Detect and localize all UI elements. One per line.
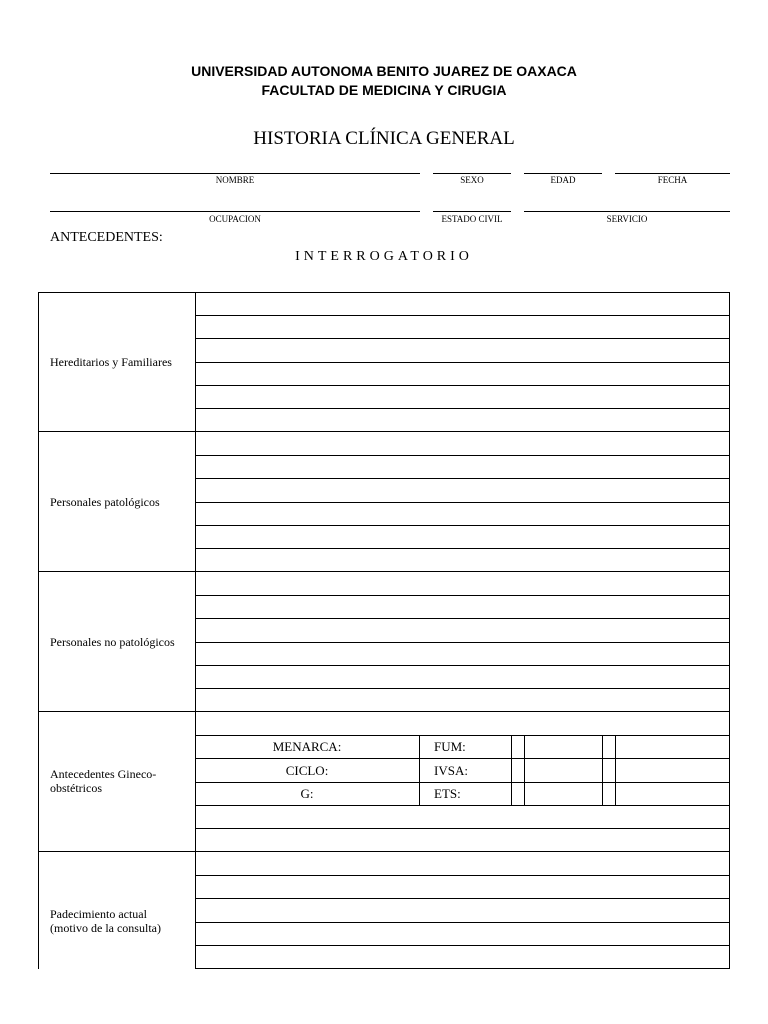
table-right-border (729, 292, 730, 969)
section-label-personales-no-patologicos: Personales no patológicos (50, 635, 175, 649)
padecimiento-row-line[interactable] (195, 898, 730, 899)
ciclo-label: CICLO: (285, 763, 329, 778)
table-left-border (38, 292, 39, 969)
table-top-border (38, 292, 730, 293)
sexo-line[interactable] (433, 173, 511, 174)
gineco-row-line[interactable] (195, 735, 730, 736)
section-divider (38, 431, 730, 432)
gineco-col-divider (602, 735, 603, 805)
antecedentes-table (38, 292, 730, 969)
section-divider (38, 851, 730, 852)
hereditarios-row-line[interactable] (195, 362, 730, 363)
ets-label: ETS: (434, 786, 461, 801)
label-column-divider (195, 292, 196, 969)
antecedentes-label: ANTECEDENTES: (50, 230, 163, 245)
padecimiento-row-line[interactable] (195, 875, 730, 876)
no-patologicos-row-line[interactable] (195, 665, 730, 666)
nombre-label: NOMBRE (215, 175, 255, 185)
section-label-hereditarios: Hereditarios y Familiares (50, 355, 172, 369)
patologicos-row-line[interactable] (195, 478, 730, 479)
padecimiento-row-line[interactable] (195, 922, 730, 923)
servicio-line[interactable] (524, 211, 730, 212)
section-label-padecimiento: Padecimiento actual (motivo de la consulta) (50, 907, 161, 935)
ocupacion-line[interactable] (50, 211, 420, 212)
gineco-row-line[interactable] (195, 805, 730, 806)
patologicos-row-line[interactable] (195, 548, 730, 549)
patologicos-row-line[interactable] (195, 455, 730, 456)
hereditarios-row-line[interactable] (195, 315, 730, 316)
ivsa-label: IVSA: (434, 763, 468, 778)
patologicos-row-line[interactable] (195, 525, 730, 526)
document-title: HISTORIA CLÍNICA GENERAL (253, 128, 515, 149)
no-patologicos-row-line[interactable] (195, 642, 730, 643)
hereditarios-row-line[interactable] (195, 408, 730, 409)
patologicos-row-line[interactable] (195, 502, 730, 503)
interrogatorio-heading: INTERROGATORIO (295, 249, 473, 264)
gineco-col-divider (615, 735, 616, 805)
gineco-col-divider (511, 735, 512, 805)
padecimiento-row-line[interactable] (195, 945, 730, 946)
no-patologicos-row-line[interactable] (195, 688, 730, 689)
university-name: UNIVERSIDAD AUTONOMA BENITO JUAREZ DE OAXACA (191, 63, 577, 79)
gineco-row-line[interactable] (195, 758, 730, 759)
sexo-label: SEXO (460, 175, 484, 185)
hereditarios-row-line[interactable] (195, 338, 730, 339)
gineco-col-divider (524, 735, 525, 805)
menarca-label: MENARCA: (272, 739, 342, 754)
nombre-line[interactable] (50, 173, 420, 174)
edad-line[interactable] (524, 173, 602, 174)
fum-label: FUM: (434, 739, 466, 754)
fecha-label: FECHA (657, 175, 688, 185)
ocupacion-label: OCUPACION (209, 214, 261, 224)
section-label-gineco: Antecedentes Gineco-obstétricos (50, 767, 157, 795)
gineco-row-line[interactable] (195, 828, 730, 829)
faculty-name: FACULTAD DE MEDICINA Y CIRUGIA (261, 82, 507, 98)
g-label: G: (300, 786, 314, 801)
section-divider (38, 711, 730, 712)
edad-label: EDAD (550, 175, 576, 185)
gineco-col-divider (419, 735, 420, 805)
fecha-line[interactable] (615, 173, 730, 174)
estado-civil-line[interactable] (433, 211, 511, 212)
estado-civil-label: ESTADO CIVIL (441, 214, 503, 224)
table-bottom-border (195, 968, 730, 969)
servicio-label: SERVICIO (606, 214, 648, 224)
gineco-row-line[interactable] (195, 782, 730, 783)
section-divider (38, 571, 730, 572)
no-patologicos-row-line[interactable] (195, 618, 730, 619)
no-patologicos-row-line[interactable] (195, 595, 730, 596)
hereditarios-row-line[interactable] (195, 385, 730, 386)
section-label-personales-patologicos: Personales patológicos (50, 495, 160, 509)
